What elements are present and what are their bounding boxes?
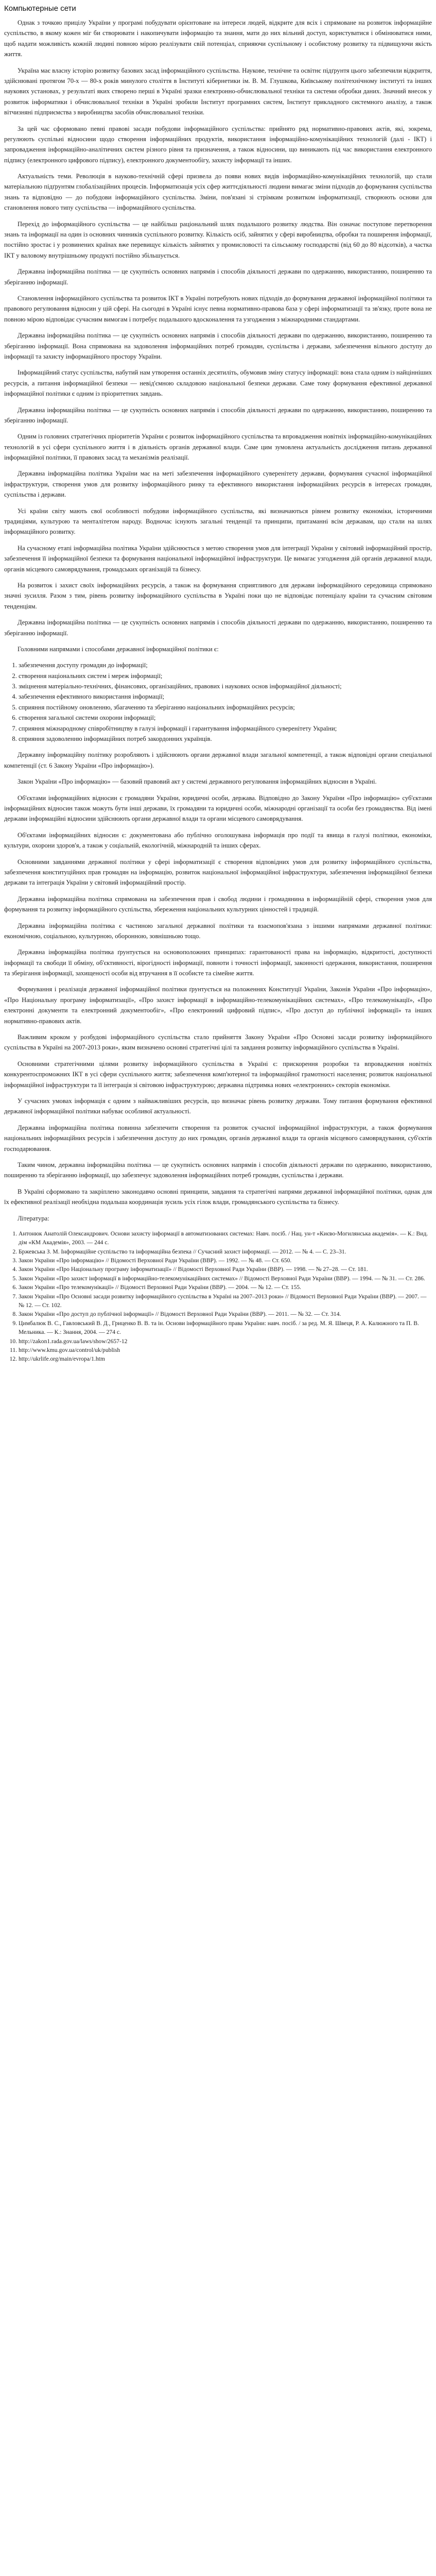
reference-item: 7. Закон України «Про Основні засади розвитку інформаційного суспільства в Україні на 2007–2013 роки» // Відомості Верховної Ради України (ВВР). — 2007. — № 12. — Ст. 102. — [19, 1292, 432, 1310]
list-item: 8. сприяння задоволенню інформаційних потреб закордонних українців. — [19, 734, 432, 744]
paragraph: Усі країни світу мають свої особливості побудови інформаційного суспільства, які визначаються рівнем розвитку економіки, історичними традиціями, культурою та менталітетом народу. Водночас існують загальні тенденції та принципи, притаманні всім державам, що стали на шлях інформаційного розвитку. — [4, 507, 432, 536]
paragraph: Державна інформаційна політика — це сукупність основних напрямів і способів діяльності держави по одержанню, використанню, поширенню та зберіганню інформації. — [4, 406, 432, 424]
paragraph: Одним із головних стратегічних пріоритетів України є розвиток інформаційного суспільства та впровадження новітніх інформаційно-комунікаційних технологій в усі сфери суспільного життя і в діяльність органів державної влади. Саме цим зумовлена актуальність дослідження питань державної інформаційної політики, її правових засад та механізмів реалізації. — [4, 433, 432, 462]
paragraph: Державна інформаційна політика спрямована на забезпечення прав і свобод людини і громадянина в інформаційній сфері, створення умов для формування та розвитку інформаційного суспільства, збереження національних культурних цінностей і традицій. — [4, 895, 432, 913]
paragraph: Основними стратегічними цілями розвитку інформаційного суспільства в Україні є: прискорення розробки та впровадження новітніх конкурентоспроможних ІКТ в усі сфери суспільного життя; забезпечення комп'ютерної та інформаційної грамотності населення; розвиток національної інформаційної інфраструктури та її інтеграція зі світовою інфраструктурою; державна підтримка нових «електронних» секторів економіки. — [4, 1060, 432, 1089]
reference-item: 8. Закон України «Про доступ до публічної інформації» // Відомості Верховної Ради України (ВВР). — 2011. — № 32. — Ст. 314. — [19, 1310, 432, 1318]
paragraph: Державна інформаційна політика — це сукупність основних напрямів і способів діяльності держави по одержанню, використанню, поширенню та зберіганню інформації. — [4, 268, 432, 286]
reference-item: 6. Закон України «Про телекомунікації» // Відомості Верховної Ради України (ВВР). — 2004. — № 12. — Ст. 155. — [19, 1283, 432, 1292]
paragraph: Державна інформаційна політика ґрунтується на основоположних принципах: гарантованості права на інформацію, відкритості, доступності інформації та свободи її обміну, об'єктивності, вірогідності інформації, повноти і точності інформації, законності одержання, використання, поширення та зберігання інформації, захищеності особи від втручання в її особисте та сімейне життя. — [4, 948, 432, 977]
paragraph: Закон України «Про інформацію» — базовий правовий акт у системі державного регулювання інформаційних відносин в Україні. — [18, 778, 377, 786]
paragraph: На сучасному етапі інформаційна політика України здійснюється з метою створення умов для інтеграції України у світовий інформаційний простір, забезпечення її інформаційної безпеки та формування національної інформаційної інфраструктури. Це вимагає узгодження дій органів державної влади, органів місцевого самоврядування, громадських організацій та бізнесу. — [4, 544, 432, 573]
reference-item: 4. Закон України «Про Національну програму інформатизації» // Відомості Верховної Ради України (ВВР). — 1998. — № 27–28. — Ст. 181. — [19, 1265, 432, 1274]
reference-link[interactable]: 12. http://ukrlife.org/main/evropa/1.htm — [19, 1354, 432, 1363]
article-body — [4, 18, 432, 1364]
paragraph: Становлення інформаційного суспільства та розвиток ІКТ в Україні потребують нових підходів до формування державної інформаційної політики та правового регулювання відносин у цій сфері. На сьогодні в Україні існує певна нормативно-правова база у сфері інформатизації та зв'язку, проте вона не повною мірою відповідає сучасним вимогам і потребує подальшого вдосконалення та узгодження з міжнародними стандартами. — [4, 294, 432, 323]
list-item: 2. створення національних систем і мереж інформації; — [19, 671, 432, 681]
principles-list — [4, 660, 432, 744]
paragraph: Основними завданнями державної політики у сфері інформатизації є створення відповідних умов для розвитку інформаційного суспільства, забезпечення конституційних прав громадян на інформацію, розвиток національної інформаційної інфраструктури, забезпечення інформаційної безпеки держави та інтеграція України у світовий інформаційний простір. — [4, 858, 432, 887]
paragraph: Об'єктами інформаційних відносин є: документована або публічно оголошувана інформація про події та явища в галузі політики, економіки, культури, охорони здоров'я, а також у соціальній, екологічній, міжнародній та інших сферах. — [4, 831, 432, 850]
reference-item: 1. Антонюк Анатолій Олександрович. Основи захисту інформації в автоматизованих системах: Навч. посіб. / Нац. ун-т «Києво-Могилянська академія». — К.: Вид. дім «КМ Академія», 2003. — 244 с. — [19, 1229, 432, 1247]
paragraph: В Україні сформовано та закріплено законодавчо основні принципи, завдання та стратегічні напрями державної інформаційної політики, однак для їх ефективної реалізації необхідна подальша координація зусиль усіх гілок влади, громадянського суспільства та бізнесу. — [4, 1188, 432, 1206]
paragraph: Державну інформаційну політику розробляють і здійснюють органи державної влади загальної компетенції, а також відповідні органи спеціальної компетенції (ст. 6 Закону України «Про інформацію»). — [4, 751, 432, 769]
list-item: 5. сприяння постійному оновленню, збагаченню та зберіганню національних інформаційних ресурсів; — [19, 702, 432, 713]
reference-link[interactable]: 10. http://zakon1.rada.gov.ua/laws/show/2657-12 — [19, 1337, 432, 1346]
paragraph: Інформаційний статус суспільства, набутий нам утворення останніх десятиліть, обумовив зміну статусу інформації: вона стала одним із найцінніших ресурсів, а питання інформаційної безпеки — невід'ємною складовою національної безпеки держави. Саме тому формування ефективної державної інформаційної політики є одним із пріоритетних завдань. — [4, 369, 432, 398]
paragraph: Перехід до інформаційного суспільства — це найбільш раціональний шлях подальшого розвитку людства. Він означає поступове перетворення знань та інформації на один із основних чинників суспільного розвитку. Кількість осіб, зайнятих у сфері виробництва, обробки та поширення інформації, постійно зростає і у розвинених країнах вже перевищує кількість зайнятих у промисловості та сільському господарстві (від 60 до 80 відсотків), а частка ІКТ у валовому внутрішньому продукті постійно збільшується. — [4, 220, 432, 259]
body-section — [4, 750, 432, 1207]
paragraph: Об'єктами інформаційних відносин є громадяни України, юридичні особи, держава. Відповідно до Закону України «Про інформацію» суб'єктами інформаційних відносин також можуть бути інші держави, їх громадяни та юридичні особи, міжнародні організації та особи без громадянства. Від імені держави інформаційні відносини здійснюють органи державної влади та органи місцевого самоврядування. — [4, 794, 432, 823]
paragraph: Формування і реалізація державної інформаційної політики ґрунтується на положеннях Конституції України, Законів України «Про інформацію», «Про Національну програму інформатизації», «Про захист інформації в інформаційно-телекомунікаційних системах», «Про телекомунікації», «Про електронні документи та електронний документообіг», «Про електронний цифровий підпис», «Про доступ до публічної інформації» та інших нормативно-правових актів. — [4, 986, 432, 1025]
references-list — [4, 1229, 432, 1364]
paragraph: Державна інформаційна політика України має на меті забезпечення інформаційного суверенітету держави, формування сучасної інформаційної інфраструктури, створення умов для розвитку інформаційного ринку та ефективного використання інформаційних ресурсів в інтересах громадян, суспільства і держави. — [4, 470, 432, 499]
paragraph: Важливим кроком у розбудові інформаційного суспільства стало прийняття Закону України «Про Основні засади розвитку інформаційного суспільства в Україні на 2007-2013 роки», яким визначено основні стратегічні цілі та завдання розвитку інформаційного суспільства в Україні. — [4, 1033, 432, 1052]
list-item: 4. забезпечення ефективного використання інформації; — [19, 691, 432, 702]
reference-item: 2. Бржевська З. М. Інформаційне суспільство та інформаційна безпека // Сучасний захист інформації. — 2012. — № 4. — С. 23–31. — [19, 1247, 432, 1256]
intro-section — [4, 18, 432, 638]
reference-link[interactable]: 11. http://www.kmu.gov.ua/control/uk/publish — [19, 1346, 432, 1354]
paragraph: Державна інформаційна політика — це сукупність основних напрямів і способів діяльності держави по одержанню, використанню, поширенню та зберіганню інформації. Вона спрямована на задоволення інформаційних потреб громадян, суспільства і держави, забезпечення вільного доступу до інформації та захисту інформаційного простору України. — [4, 332, 432, 360]
paragraph: Україна має власну історію розвитку базових засад інформаційного суспільства. Наукове, технічне та освітнє підґрунтя цього забезпечили відкриття, здійснювані протягом 70-х — 80-х років минулого століття в Інституті кібернетики ім. В. М. Глушкова, Київському політехнічному інституті та інших наукових установах, у результаті яких створено перші в Україні зразки електронно-обчислювальної техніки та системи обробки даних. Значний внесок у розвиток інформатики і обчислювальної техніки в Україні зробили Інститут програмних систем, Інститут прикладного системного аналізу, а також вітчизняні підприємства з виробництва засобів обчислювальної техніки. — [4, 66, 432, 116]
paragraph: На розвиток і захист своїх інформаційних ресурсів, а також на формування сприятливого для держави інформаційного середовища спрямовано значні зусилля. Разом з тим, рівень розвитку інформаційного суспільства в Україні поки що не відповідає потенціалу країни та сучасним світовим тенденціям. — [4, 581, 432, 610]
paragraph: Державна інформаційна політика є частиною загальної державної політики та взаємопов'язана з іншими напрямами державної політики: економічною, соціальною, культурною, оборонною, зовнішньою тощо. — [4, 922, 432, 940]
list-item: 7. сприяння міжнародному співробітництву в галузі інформації і гарантування інформаційного суверенітету України; — [19, 723, 432, 734]
list-item: 6. створення загальної системи охорони інформації; — [19, 713, 432, 723]
paragraph: Актуальність теми. Революція в науково-технічній сфері призвела до появи нових видів інформаційно-комунікаційних технологій, що стали матеріальною підґрунтям глобалізаційних процесів. Інформатизація усіх сфер життєдіяльності людини вимагає зміни підходів до формування суспільства знань та відповідно — до побудови інформаційного суспільства. Зміни, пов'язані зі стрімким розвитком інформатизації, створюють основи для становлення нового типу суспільства — інформаційного суспільства. — [4, 173, 432, 212]
references-heading: Література: — [18, 1214, 49, 1222]
paragraph: Таким чином, державна інформаційна політика — це сукупність основних напрямів і способів діяльності держави по одержанню, використанню, поширенню та зберіганню інформації, що забезпечує задоволення інформаційних потреб громадян, суспільства і держави. — [4, 1161, 432, 1179]
reference-item: 5. Закон України «Про захист інформації в інформаційно-телекомунікаційних системах» // Відомості Верховної Ради України (ВВР). — 1994. — № 31. — Ст. 286. — [19, 1274, 432, 1283]
reference-item: 3. Закон України «Про інформацію» // Відомості Верховної Ради України (ВВР). — 1992. — № 48. — Ст. 650. — [19, 1256, 432, 1265]
paragraph: За цей час сформовано певні правові засади побудови інформаційного суспільства: прийнято ряд нормативно-правових актів, які, зокрема, регулюють суспільні відносини щодо створення інформаційних продуктів, використання інформаційно-комунікаційних технологій (далі - ІКТ) і запровадження інформаційно-аналітичних систем різного рівня та призначення, а також відносини, що виникають під час використання електронного підпису (електронного цифрового підпису), електронного документообігу, захисту інформації та інших. — [4, 125, 432, 164]
reference-item: 9. Цимбалюк В. С., Гавловський В. Д., Гриценко В. В. та ін. Основи інформаційного права України: навч. посіб. / за ред. М. Я. Швеця, Р. А. Калюжного та П. В. Мельника. — К.: Знання, 2004. — 274 с. — [19, 1319, 432, 1337]
paragraph: Державна інформаційна політика — це сукупність основних напрямів і способів діяльності держави по одержанню, використанню, поширенню та зберіганню інформації. — [4, 619, 432, 637]
paragraph: Державна інформаційна політика повинна забезпечити створення та розвиток сучасної інформаційної інфраструктури, а також формування національних інформаційних ресурсів і забезпечення доступу до них громадян, органів державної влади та органів місцевого самоврядування, суб'єктів господарювання. — [4, 1124, 432, 1153]
page-title: Компьютерные сети — [4, 4, 76, 13]
paragraph: У сучасних умовах інформація є одним з найважливіших ресурсів, що визначає рівень розвитку держави. Тому питання формування ефективної державної інформаційної політики набуває особливої актуальності. — [4, 1097, 432, 1115]
list-item: 1. забезпечення доступу громадян до інформації; — [19, 660, 432, 670]
list-item: 3. зміцнення матеріально-технічних, фінансових, організаційних, правових і наукових основ інформаційної діяльності; — [19, 681, 432, 691]
paragraph: Однак з точкою прицілу України у програмі побудувати орієнтоване на інтереси людей, відкрите для всіх і спрямоване на розвиток інформаційне суспільство, в якому кожен міг би створювати і накопичувати інформацію та знання, мати до них вільний доступ, користуватися і обмінюватися ними, щоб надати можливість кожній людині повною мірою реалізувати свій потенціал, сприяючи суспільному і особистому розвитку та підвищуючи якість життя. — [4, 19, 432, 58]
principles-intro: Головними напрямами і способами державної інформаційної політики є: — [18, 645, 219, 653]
